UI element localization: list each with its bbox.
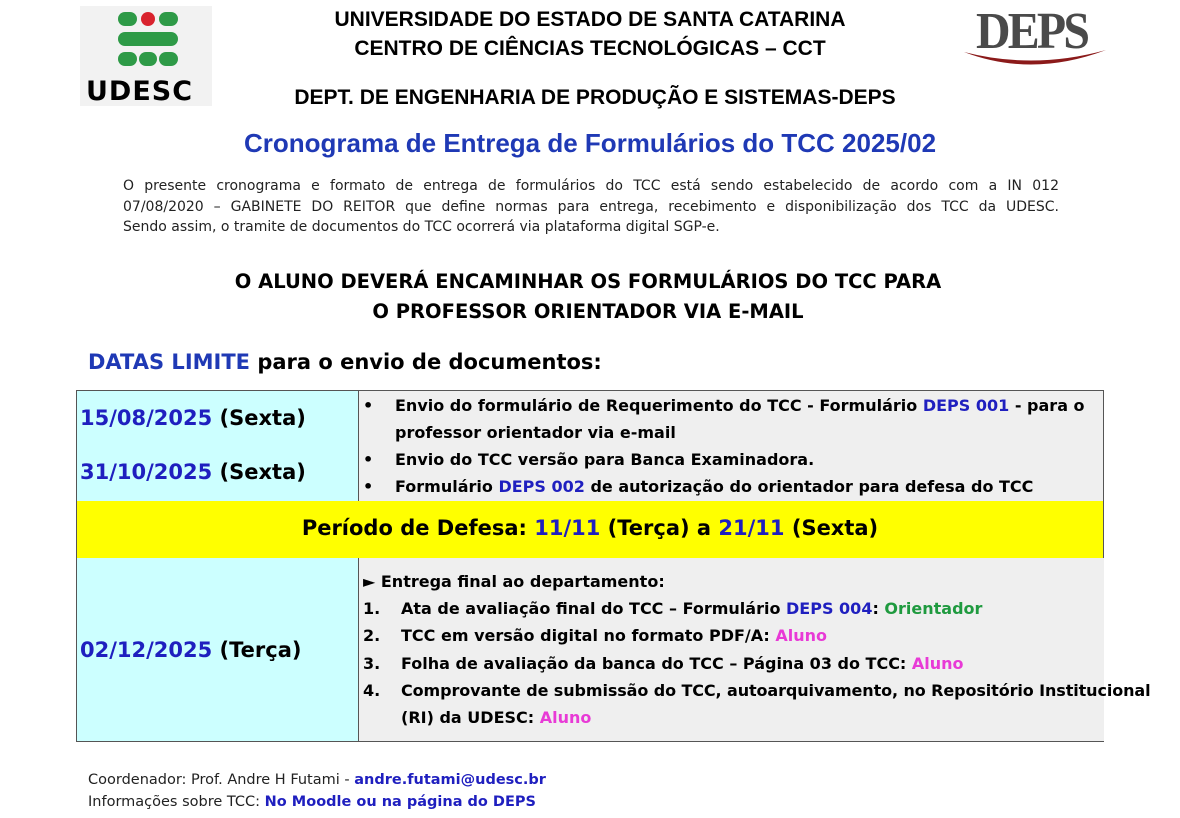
row2-text-b: de autorização do orientador para defesa do TCC xyxy=(584,477,1034,496)
item-number: 2. xyxy=(363,626,381,645)
table-row xyxy=(76,445,1104,502)
row1-line-1 xyxy=(395,392,1085,420)
item-number: 1. xyxy=(363,599,381,618)
intro-paragraph xyxy=(123,176,1059,238)
final-item-4-line-2 xyxy=(401,704,591,732)
date-value: 02/12/2025 xyxy=(80,638,213,662)
defense-end: 21/11 xyxy=(718,516,785,540)
center-name: CENTRO DE CIÊNCIAS TECNOLÓGICAS – CCT xyxy=(354,37,826,60)
final-item-4-line-1: Comprovante de submissão do TCC, autoarquivamento, no Repositório Institucional xyxy=(401,681,1151,700)
responsible-aluno: Aluno xyxy=(911,654,964,673)
intro-line-1: O presente cronograma e formato de entrega de formulários do TCC está sendo estabelecido de acordo com a IN 012 xyxy=(123,178,1059,194)
deps-logo xyxy=(962,4,1108,76)
item1-text: Ata de avaliação final do TCC – Formulário xyxy=(401,599,787,618)
responsible-aluno: Aluno xyxy=(775,626,828,645)
final-item-2 xyxy=(401,622,827,650)
deps-logo-text: DEPS xyxy=(976,3,1088,60)
date-weekday: (Sexta) xyxy=(212,460,306,484)
page-title: Cronograma de Entrega de Formulários do TCC 2025/02 xyxy=(243,128,937,158)
item-number: 4. xyxy=(363,681,381,700)
content-cell xyxy=(359,558,1151,741)
content-cell xyxy=(359,391,1103,445)
form-deps-002: DEPS 002 xyxy=(498,477,585,496)
final-delivery-heading: ► Entrega final ao departamento: xyxy=(363,572,665,591)
defense-label: Período de Defesa: xyxy=(301,516,535,540)
bullet: • xyxy=(363,477,374,496)
date-weekday: (Terça) xyxy=(212,638,302,662)
coordinator-line xyxy=(88,772,546,788)
notice-line-1: O ALUNO DEVERÁ ENCAMINHAR OS FORMULÁRIOS DO TCC PARA xyxy=(234,270,942,293)
final-item-3 xyxy=(401,650,964,678)
item4-text-b: (RI) da UDESC: xyxy=(401,708,540,727)
department-name: DEPT. DE ENGENHARIA DE PRODUÇÃO E SISTEMAS-DEPS xyxy=(294,86,896,109)
date-weekday: (Sexta) xyxy=(212,406,306,430)
limits-rest: para o envio de documentos: xyxy=(250,350,602,374)
date-value: 31/10/2025 xyxy=(80,460,213,484)
row2-item-1: Envio do TCC versão para Banca Examinadora. xyxy=(395,450,815,469)
row1-text-b: - para o xyxy=(1009,396,1085,415)
coordinator-label: Coordenador: Prof. Andre H Futami - xyxy=(88,772,355,788)
table-row xyxy=(76,558,1151,742)
intro-line-3: Sendo assim, o tramite de documentos do TCC ocorrerá via plataforma digital SGP-e. xyxy=(123,219,720,235)
defense-start-day: (Terça) a xyxy=(600,516,719,540)
row2-text-a: Formulário xyxy=(395,477,499,496)
limits-heading xyxy=(88,350,602,374)
udesc-logo-text: UDESC xyxy=(86,76,194,107)
defense-end-day: (Sexta) xyxy=(784,516,879,540)
bullet: • xyxy=(363,396,374,415)
intro-line-2: 07/08/2020 – GABINETE DO REITOR que define normas para entrega, recebimento e disponibilização dos TCC da UDESC. xyxy=(123,198,1059,215)
deps-swoosh-icon xyxy=(962,44,1108,76)
responsible-orientador: Orientador xyxy=(884,599,983,618)
bullet: • xyxy=(363,450,374,469)
item2-text: TCC em versão digital no formato PDF/A: xyxy=(401,626,776,645)
row1-text-a: Envio do formulário de Requerimento do TCC - Formulário xyxy=(395,396,923,415)
coordinator-email-link[interactable]: andre.futami@udesc.br xyxy=(354,772,546,788)
date-cell xyxy=(77,558,359,741)
limits-highlight: DATAS LIMITE xyxy=(88,350,251,374)
item3-text: Folha de avaliação da banca do TCC – Página 03 do TCC: xyxy=(401,654,912,673)
table-row xyxy=(76,390,1104,446)
notice-line-2: O PROFESSOR ORIENTADOR VIA E-MAIL xyxy=(372,300,804,323)
content-cell xyxy=(359,445,1103,501)
item-number: 3. xyxy=(363,654,381,673)
defense-start: 11/11 xyxy=(534,516,601,540)
university-name: UNIVERSIDADE DO ESTADO DE SANTA CATARINA xyxy=(334,8,846,31)
final-item-1 xyxy=(401,595,982,623)
row2-item-2 xyxy=(395,473,1033,501)
info-label: Informações sobre TCC: xyxy=(88,794,265,810)
info-link[interactable]: No Moodle ou na página do DEPS xyxy=(264,794,536,810)
item1-sep: : xyxy=(872,599,885,618)
defense-period-row xyxy=(76,501,1104,559)
form-deps-001: DEPS 001 xyxy=(922,396,1010,415)
date-value: 15/08/2025 xyxy=(80,406,213,430)
date-cell xyxy=(77,391,359,445)
form-deps-004: DEPS 004 xyxy=(786,599,873,618)
info-line xyxy=(88,794,536,810)
date-cell xyxy=(77,445,359,501)
responsible-aluno: Aluno xyxy=(539,708,592,727)
row1-line-2: professor orientador via e-mail xyxy=(395,423,676,442)
udesc-emblem-icon xyxy=(118,10,178,74)
